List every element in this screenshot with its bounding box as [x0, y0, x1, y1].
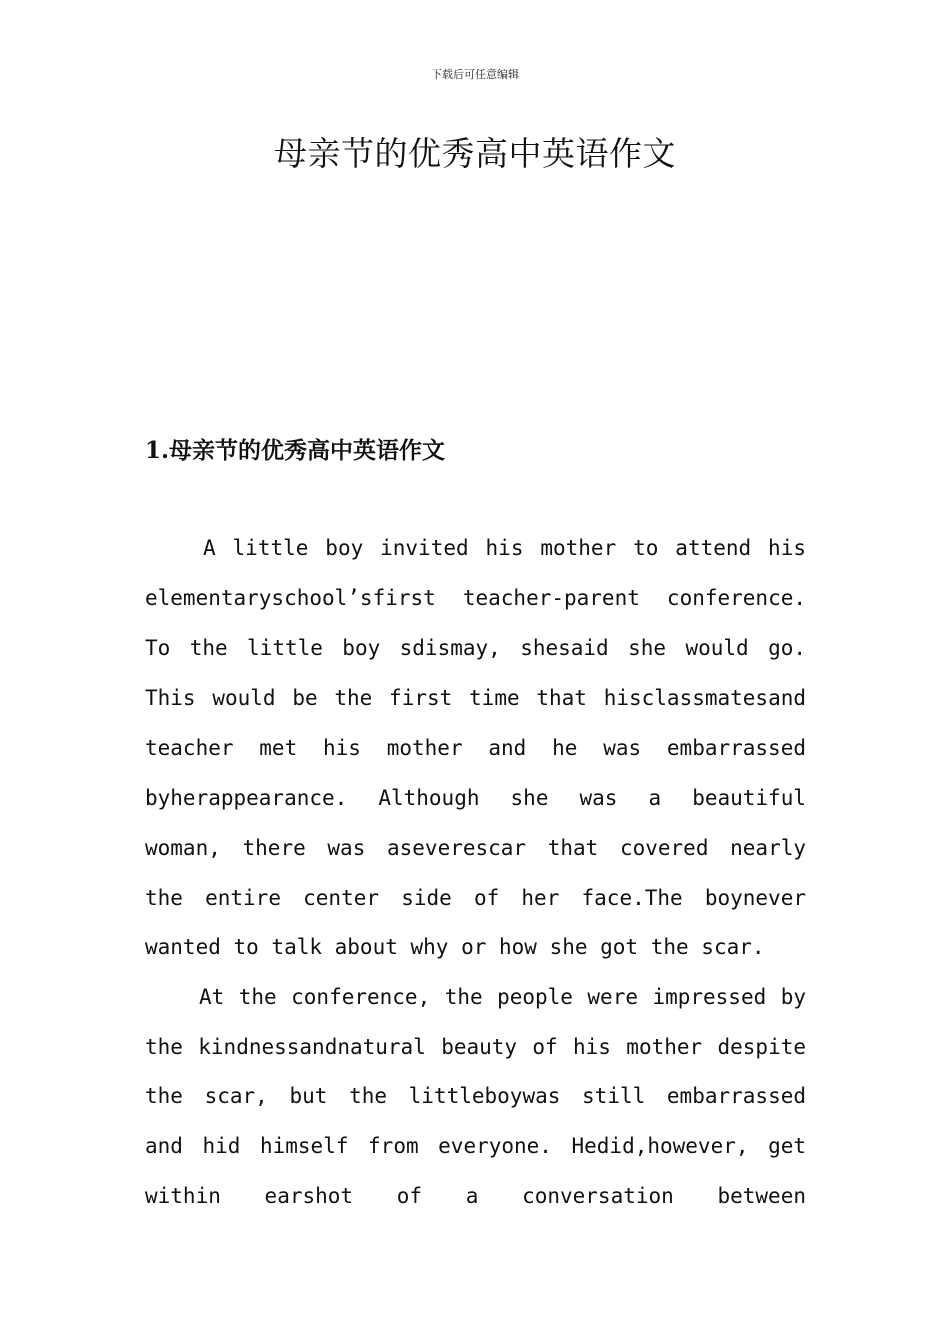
section-heading: 1.母亲节的优秀高中英语作文 — [145, 437, 446, 464]
paragraph-line: elementaryschool’sfirst teacher-parent conference. — [145, 586, 806, 610]
paragraph-line: A little boy invited his mother to attend his — [203, 536, 806, 560]
paragraph-line: and hid himself from everyone. Hedid,however, get — [145, 1134, 806, 1158]
header-note: 下载后可任意编辑 — [431, 68, 519, 81]
paragraph-line: within earshot of a conversation between — [145, 1184, 806, 1208]
paragraph-line: the scar, but the littleboywas still embarrassed — [145, 1084, 806, 1108]
paragraph-line: the entire center side of her face.The boynever — [145, 886, 806, 910]
paragraph-line: This would be the first time that hisclassmatesand — [145, 686, 806, 710]
paragraph-line: the kindnessandnatural beauty of his mother despite — [145, 1035, 806, 1059]
page-title: 母亲节的优秀高中英语作文 — [274, 134, 676, 173]
paragraph-line: woman, there was aseverescar that covered nearly — [145, 836, 806, 860]
paragraph-line: At the conference, the people were impressed by — [199, 985, 806, 1009]
paragraph-line: byherappearance. Although she was a beautiful — [145, 786, 806, 810]
paragraph-line: teacher met his mother and he was embarrassed — [145, 736, 806, 760]
paragraph-line: wanted to talk about why or how she got the scar. — [145, 935, 765, 959]
paragraph-line: To the little boy sdismay, shesaid she would go. — [145, 636, 806, 660]
